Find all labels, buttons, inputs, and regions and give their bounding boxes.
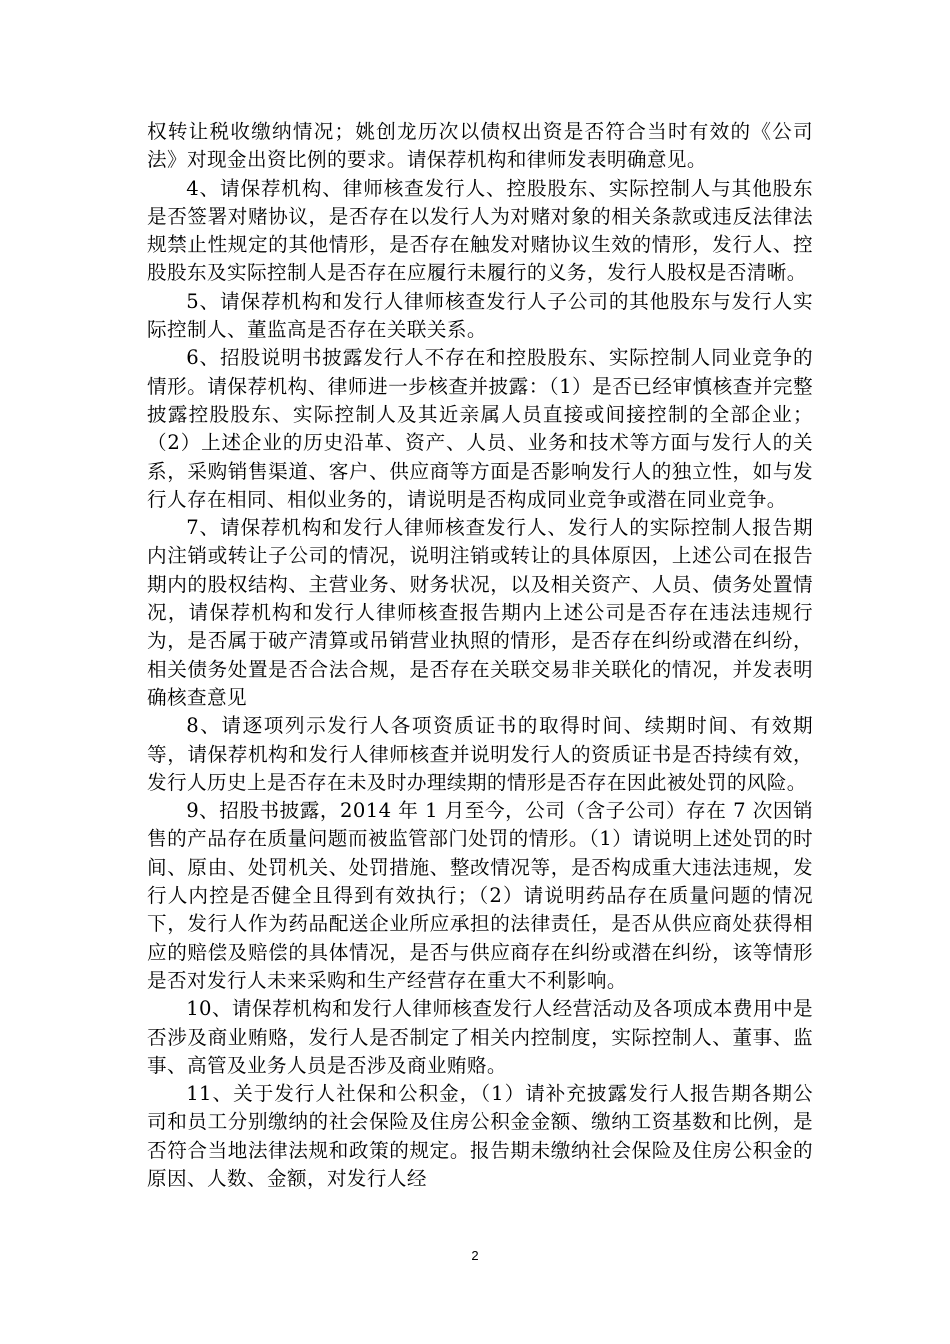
paragraph-item-4: 4、请保荐机构、律师核查发行人、控股股东、实际控制人与其他股东是否签署对赌协议，是否存在以发行人为对赌对象的相关条款或违反法律法规禁止性规定的其他情形，是否存在触发对赌协议生效的情形，发行人、控股股东及实际控制人是否存在应履行未履行的义务，发行人股权是否清晰。 bbox=[147, 176, 813, 285]
paragraph-item-6: 6、招股说明书披露发行人不存在和控股股东、实际控制人同业竞争的情形。请保荐机构、律师进一步核查并披露：（1）是否已经审慎核查并完整披露控股股东、实际控制人及其近亲属人员直接或间接控制的全部企业；（2）上述企业的历史沿革、资产、人员、业务和技术等方面与发行人的关系，采购销售渠道、客户、供应商等方面是否影响发行人的独立性，如与发行人存在相同、相似业务的，请说明是否构成同业竞争或潜在同业竞争。 bbox=[147, 346, 813, 511]
paragraph-continuation: 权转让税收缴纳情况；姚创龙历次以债权出资是否符合当时有效的《公司法》对现金出资比例的要求。请保荐机构和律师发表明确意见。 bbox=[147, 120, 813, 172]
paragraph-item-10: 10、请保荐机构和发行人律师核查发行人经营活动及各项成本费用中是否涉及商业贿赂，发行人是否制定了相关内控制度，实际控制人、董事、监事、高管及业务人员是否涉及商业贿赂。 bbox=[147, 997, 813, 1077]
paragraph-item-8: 8、请逐项列示发行人各项资质证书的取得时间、续期时间、有效期等，请保荐机构和发行人律师核查并说明发行人的资质证书是否持续有效，发行人历史上是否存在未及时办理续期的情形是否存在因此被处罚的风险。 bbox=[147, 714, 813, 794]
page-number: 2 bbox=[471, 1248, 479, 1263]
paragraph-item-7: 7、请保荐机构和发行人律师核查发行人、发行人的实际控制人报告期内注销或转让子公司的情况，说明注销或转让的具体原因，上述公司在报告期内的股权结构、主营业务、财务状况，以及相关资产、人员、债务处置情况，请保荐机构和发行人律师核查报告期内上述公司是否存在违法违规行为，是否属于破产清算或吊销营业执照的情形，是否存在纠纷或潜在纠纷，相关债务处置是否合法合规，是否存在关联交易非关联化的情况，并发表明确核查意见 bbox=[147, 516, 813, 709]
paragraph-item-11: 11、关于发行人社保和公积金，（1）请补充披露发行人报告期各期公司和员工分别缴纳的社会保险及住房公积金金额、缴纳工资基数和比例，是否符合当地法律法规和政策的规定。报告期未缴纳社会保险及住房公积金的原因、人数、金额，对发行人经 bbox=[147, 1082, 813, 1190]
document-body bbox=[147, 118, 813, 1193]
paragraph-item-5: 5、请保荐机构和发行人律师核查发行人子公司的其他股东与发行人实际控制人、董监高是否存在关联关系。 bbox=[147, 289, 813, 342]
paragraph-item-9: 9、招股书披露，2014 年 1 月至今，公司（含子公司）存在 7 次因销售的产品存在质量问题而被监管部门处罚的情形。（1）请说明上述处罚的时间、原由、处罚机关、处罚措施、整改情况等，是否构成重大违法违规，发行人内控是否健全且得到有效执行；（2）请说明药品存在质量问题的情况下，发行人作为药品配送企业所应承担的法律责任，是否从供应商处获得相应的赔偿及赔偿的具体情况，是否与供应商存在纠纷或潜在纠纷，该等情形是否对发行人未来采购和生产经营存在重大不利影响。 bbox=[147, 799, 813, 992]
